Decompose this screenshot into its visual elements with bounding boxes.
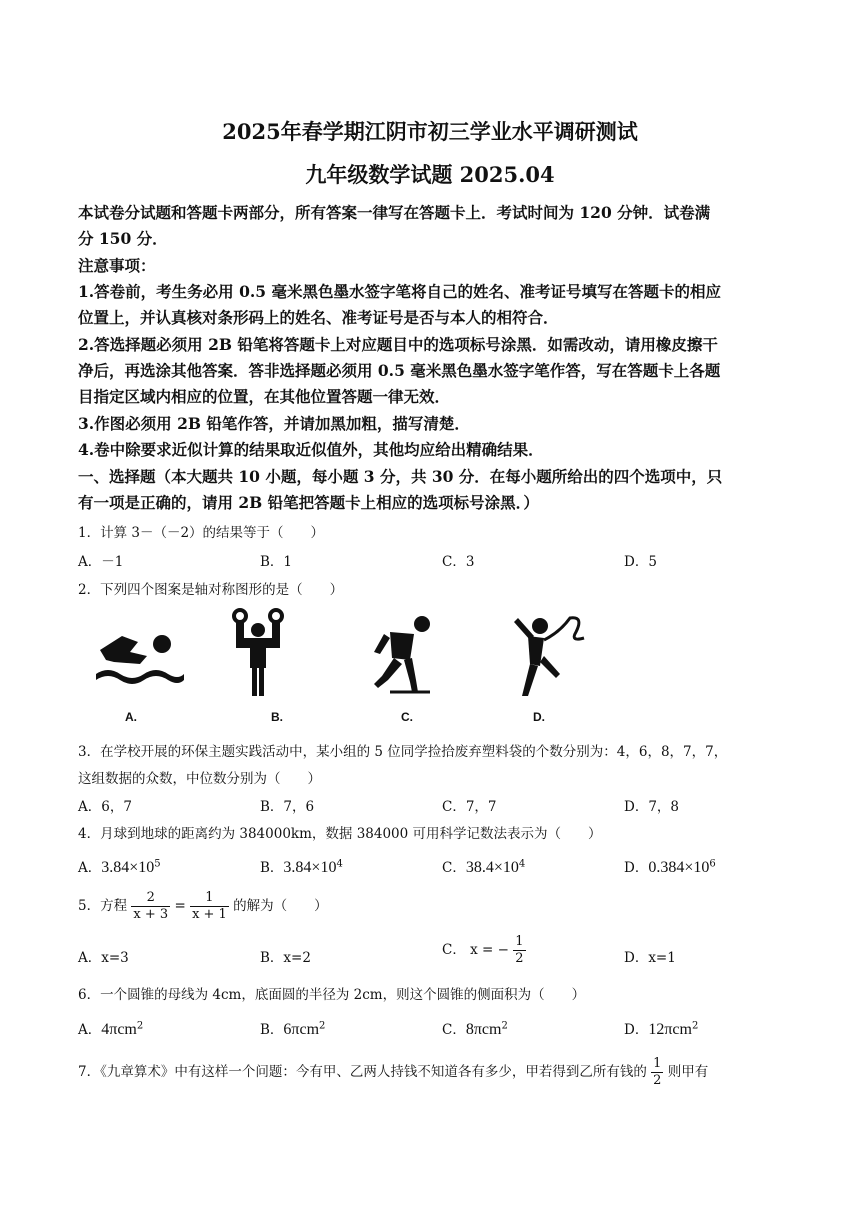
note-2a: 2.答选择题必须用 2B 铅笔将答题卡上对应题目中的选项标号涂黑．如需改动，请用橡皮擦干 (78, 335, 718, 354)
swimmer-icon (92, 622, 187, 687)
section-heading-2: 有一项是正确的，请用 2B 铅笔把答题卡上相应的选项标号涂黑．） (78, 493, 539, 512)
intro-line-2: 分 150 分． (78, 229, 168, 248)
q6-stem: 6．一个圆锥的母线为 4cm，底面圆的半径为 2cm，则这个圆锥的侧面积为（ ） (78, 987, 586, 1003)
q3-stem-2: 这组数据的众数，中位数分别为（ ） (78, 771, 321, 787)
section-heading-1: 一、选择题（本大题共 10 小题，每小题 3 分，共 30 分．在每小题所给出的四个选项中，只 (78, 467, 723, 486)
q2-label-d: D. (533, 710, 545, 724)
q1-option-a: A．－1 (78, 554, 124, 570)
q3-option-a: A．6，7 (78, 799, 132, 815)
q5-option-c: C． x = − $\frac{1}{2}$ (442, 934, 524, 966)
q5-stem: 5．方程 $\frac{2}{x + 3}$ = $\frac{1}{x + 1}$ 的解为（ ） (78, 890, 328, 922)
q4-option-d: D．$0.384\times 10^6$ (624, 858, 716, 876)
note-3: 3.作图必须用 2B 铅笔作答，并请加黑加粗，描写清楚． (78, 414, 470, 433)
q3-option-d: D．7，8 (624, 799, 680, 815)
q5-option-b: B．x=2 (260, 950, 311, 966)
fraction-1-over-x-plus-1: $\frac{1}{x + 1}$ (192, 890, 227, 922)
fraction-2-over-x-plus-3: $\frac{2}{x + 3}$ (133, 890, 169, 922)
q2-stem: 2．下列四个图案是轴对称图形的是（ ） (78, 582, 344, 598)
fraction-1-over-2: $\frac{1}{2}$ (653, 1056, 662, 1088)
q2-label-b: B. (271, 710, 283, 724)
ribbon-gymnast-icon (500, 612, 590, 698)
q1-option-d: D．5 (624, 554, 657, 570)
q3-option-b: B．7，6 (260, 799, 315, 815)
note-1a: 1.答卷前，考生务必用 0.5 毫米黑色墨水签字笔将自己的姓名、准考证号填写在答题卡的相应 (78, 282, 721, 301)
q5-option-d: D．x=1 (624, 950, 676, 966)
note-1b: 位置上，并认真核对条形码上的姓名、准考证号是否与本人的相符合． (78, 308, 559, 327)
q1-option-c: C．3 (442, 554, 475, 570)
intro-line-1: 本试卷分试题和答题卡两部分，所有答案一律写在答题卡上．考试时间为 120 分钟．试卷满 (78, 203, 711, 222)
note-4: 4.卷中除要求近似计算的结果取近似值外，其他均应给出精确结果． (78, 440, 544, 459)
q4-stem: 4．月球到地球的距离约为 384000km，数据 384000 可用科学记数法表示为（ ） (78, 826, 602, 842)
q3-option-c: C．7，7 (442, 799, 497, 815)
q2-label-c: C. (401, 710, 413, 724)
q6-option-a: A．4πcm$^2$ (78, 1020, 144, 1038)
q2-label-a: A. (125, 710, 137, 724)
q4-option-c: C．$38.4\times 10^4$ (442, 858, 526, 876)
q6-option-d: D．12πcm$^2$ (624, 1020, 699, 1038)
q1-option-b: B．1 (260, 554, 293, 570)
q7-stem: 7．《九章算术》中有这样一个问题：今有甲、乙两人持钱不知道各有多少，甲若得到乙所有钱的 $\frac{1}{2}$ 则甲有 (78, 1056, 709, 1088)
note-2b: 净后，再选涂其他答案．答非选择题必须用 0.5 毫米黑色墨水签字笔作答，写在答题卡上各题 (78, 361, 721, 380)
notes-label: 注意事项： (78, 256, 156, 275)
q6-option-c: C．8πcm$^2$ (442, 1020, 508, 1038)
exam-title: 2025年春学期江阴市初三学业水平调研测试 (222, 119, 638, 144)
q4-option-b: B．$3.84\times 10^4$ (260, 858, 343, 876)
exam-subtitle: 九年级数学试题 2025.04 (305, 162, 555, 187)
q6-option-b: B．6πcm$^2$ (260, 1020, 326, 1038)
gymnast-rings-icon (228, 608, 288, 700)
hockey-player-icon (370, 612, 440, 698)
note-2c: 目指定区域内相应的位置，在其他位置答题一律无效． (78, 387, 451, 406)
q4-option-a: A．$3.84\times 10^5$ (78, 858, 161, 876)
q1-stem: 1．计算 3－（－2）的结果等于（ ） (78, 525, 325, 541)
q3-stem-1: 3．在学校开展的环保主题实践活动中，某小组的 5 位同学捡拾废弃塑料袋的个数分别为：4，6，8，7，7， (78, 744, 728, 760)
q5-option-a: A．x=3 (78, 950, 129, 966)
